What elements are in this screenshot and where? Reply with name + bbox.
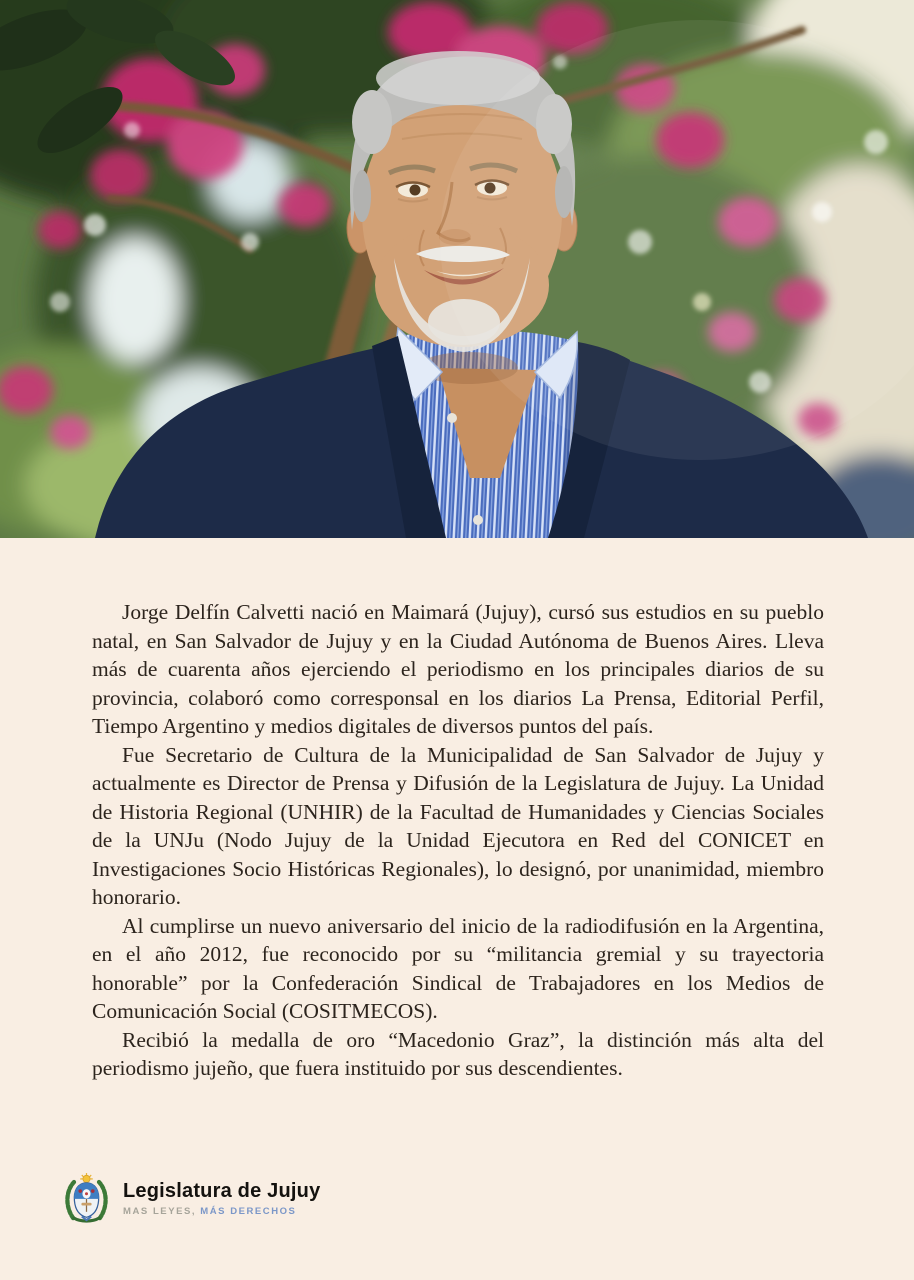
tagline-blue: MÁS DERECHOS (200, 1206, 297, 1217)
footer-brand-text (123, 1180, 320, 1217)
portrait-photo (0, 0, 914, 538)
org-tagline (123, 1206, 320, 1217)
shirt-button (473, 515, 483, 525)
tagline-gray: MAS LEYES, (123, 1206, 197, 1217)
bio-paragraph-4: Recibió la medalla de oro “Macedonio Graz”, la distinción más alta del periodismo jujeño, que fuera instituido por sus descendientes. (92, 1027, 824, 1080)
bio-paragraph-1: Jorge Delfín Calvetti nació en Maimará (Jujuy), cursó sus estudios en su pueblo natal, en San Salvador de Jujuy y en la Ciudad Autónoma de Buenos Aires. Lleva más de cuarenta años ejerciendo el periodismo en los principales diarios de su provincia, colaboró como corresponsal en los diarios La Prensa, Editorial Perfil, Tiempo Argentino y medios digitales de diversos puntos del país. (92, 600, 824, 738)
jujuy-coat-of-arms-svg (63, 1172, 110, 1225)
bio-paragraph-3: Al cumplirse un nuevo aniversario del inicio de la radiodifusión en la Argentina, en el año 2012, fue reconocido por su “militancia gremial y su trayectoria honorable” por la Confederación Sindical de Trabajadores en los Medios de Comunicación Social (COSITMECOS). (92, 913, 824, 1023)
bio-paragraph-2: Fue Secretario de Cultura de la Municipalidad de San Salvador de Jujuy y actualmente es Director de Prensa y Difusión de la Legislatura de Jujuy. La Unidad de Historia Regional (UNHIR) de la Facultad de Humanidades y Ciencias Sociales de la UNJu (Nodo Jujuy de la Unidad Ejecutora en Red del CONICET en Investigaciones Socio Históricas Regionales), lo designó, por unanimidad, miembro honorario. (92, 742, 824, 909)
org-name: Legislatura de Jujuy (123, 1180, 321, 1202)
portrait-photo-illustration (0, 0, 914, 538)
jujuy-coat-of-arms-icon (63, 1172, 110, 1225)
bio-text-block (0, 538, 914, 1083)
shirt-button (447, 413, 457, 423)
footer-brand (63, 1172, 320, 1225)
